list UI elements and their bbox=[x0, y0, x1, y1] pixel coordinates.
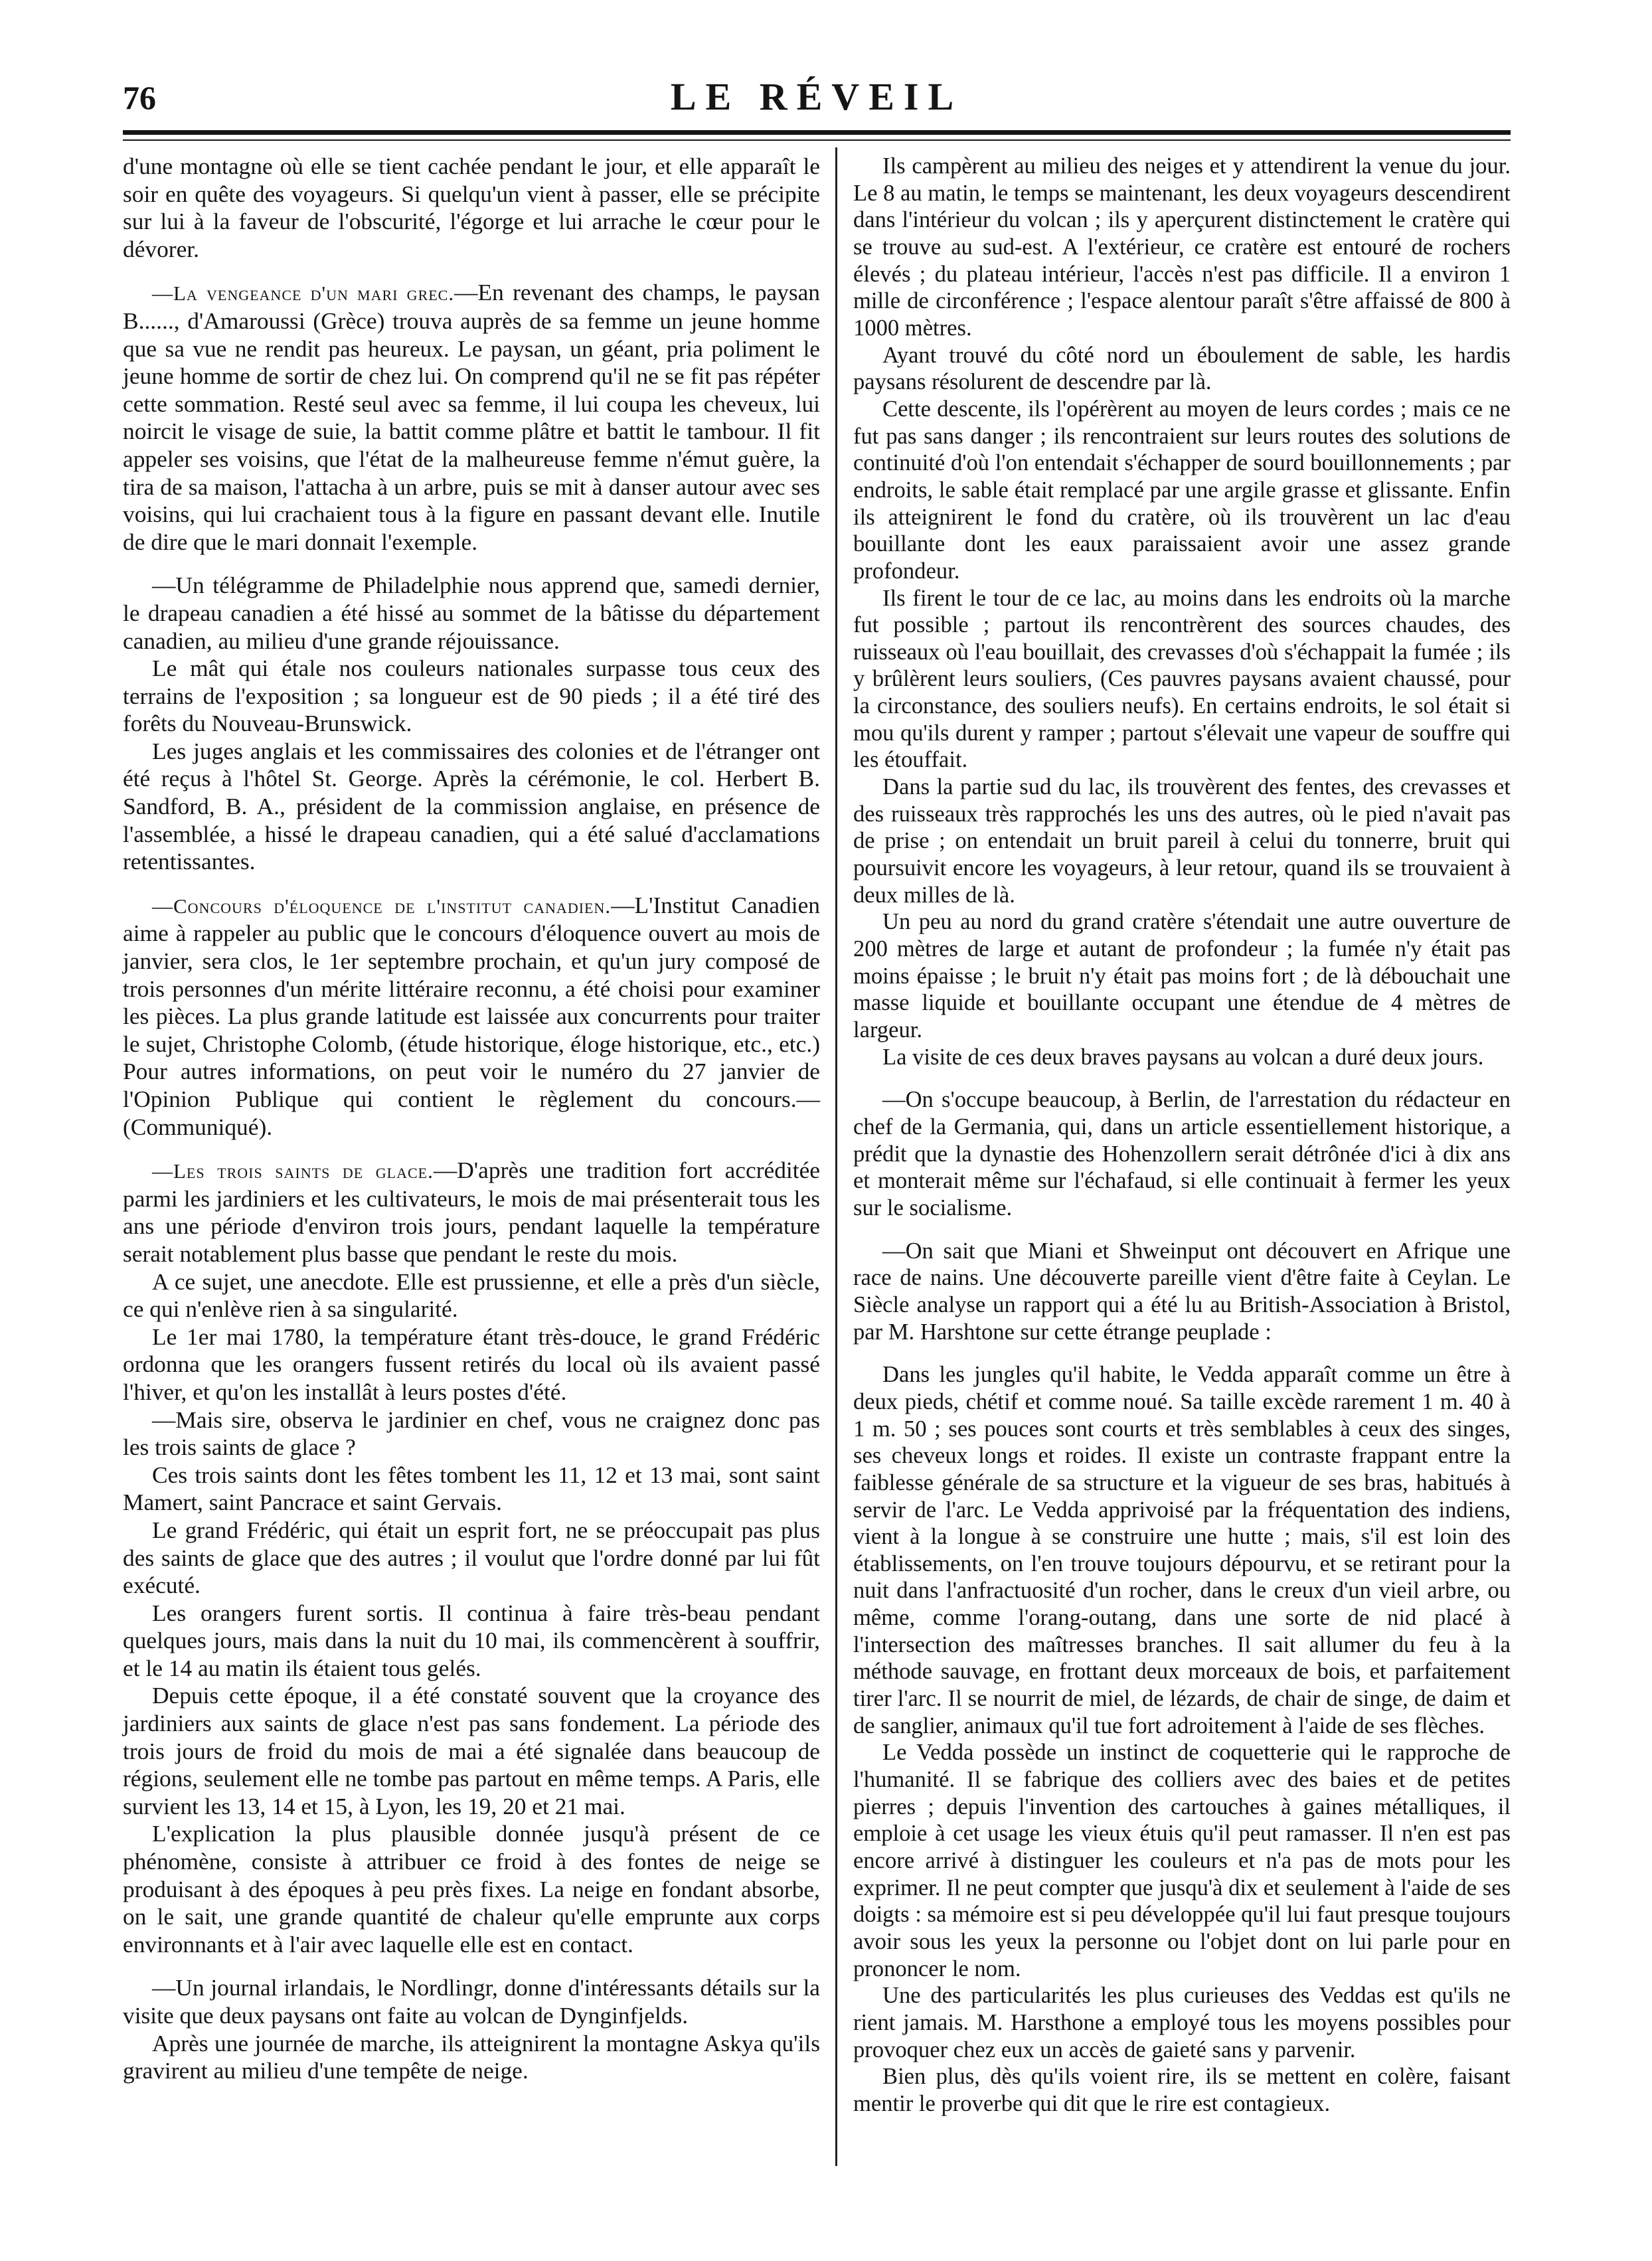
paragraph-text: —Un journal irlandais, le Nordlingr, donne d'intéressants détails sur la visite que deux paysans ont faite au volcan de Dynginfjelds. bbox=[123, 1974, 820, 2029]
article-paragraph bbox=[123, 1600, 820, 1683]
article-paragraph bbox=[853, 1361, 1511, 1739]
header-rule-thin bbox=[123, 139, 1511, 141]
article-paragraph bbox=[123, 1820, 820, 1958]
paragraph-text: Les juges anglais et les commissaires des colonies et de l'étranger ont été reçus à l'hôtel St. George. Après la cérémonie, le col. Herbert B. Sandford, B. A., président de la commission anglaise, en présence de l'assemblée, a hissé le drapeau canadien, qui a été salué d'acclamations retentissantes. bbox=[123, 737, 820, 875]
paragraph-text: —On sait que Miani et Shweinput ont découvert en Afrique une race de nains. Une découverte pareille vient d'être faite à Ceylan. Le Siècle analyse un rapport qui a été lu au British-Association à Bristol, par M. Harshtone sur cette étrange peuplade : bbox=[853, 1238, 1511, 1345]
article-paragraph bbox=[853, 1044, 1511, 1071]
article-paragraph bbox=[123, 2030, 820, 2085]
article-lead: —Les trois saints de glace. bbox=[152, 1159, 434, 1183]
paragraph-text: Les orangers furent sortis. Il continua à faire très-beau pendant quelques jours, mais dans la nuit du 10 mai, ils commencèrent à souffrir, et le 14 au matin ils étaient tous gelés. bbox=[123, 1599, 820, 1681]
article-paragraph bbox=[123, 738, 820, 876]
paragraph-text: Cette descente, ils l'opérèrent au moyen de leurs cordes ; mais ce ne fut pas sans danger ; ils rencontraient sur leurs routes des solutions de continuité d'où l'on entendait s'échapper de sourd bouillonnements ; par endroits, le sable était remplacé par une argile grasse et glissante. Enfin ils atteignirent le fond du cratère, où ils trouvèrent un lac d'eau bouillante dont les eaux paraissaient avoir une assez grande profondeur. bbox=[853, 396, 1511, 584]
article-paragraph bbox=[123, 1406, 820, 1462]
article-paragraph bbox=[123, 153, 820, 263]
article-paragraph bbox=[123, 1974, 820, 2029]
paragraph-text: Le mât qui étale nos couleurs nationales surpasse tous ceux des terrains de l'exposition ; sa longueur est de 90 pieds ; il a été tiré des forêts du Nouveau-Brunswick. bbox=[123, 655, 820, 737]
paragraph-text: Une des particularités les plus curieuses des Veddas est qu'ils ne rient jamais. M. Harsthone a employé tous les moyens possibles pour provoquer chez eux un accès de gaieté sans y parvenir. bbox=[853, 1983, 1511, 2062]
masthead: LE RÉVEIL bbox=[670, 75, 963, 118]
paragraph-text: —L'Institut Canadien aime à rappeler au public que le concours d'éloquence ouvert au mois de janvier, sera clos, le 1er septembre prochain, et qu'un jury composé de trois personnes d'un mérite littéraire reconnu, a été choisi pour examiner les pièces. La plus grande latitude est laissée aux concurrents pour traiter le sujet, Christophe Colomb, (étude historique, éloge historique, etc., etc.) Pour autres informations, on peut voir le numéro du 27 janvier de l'Opinion Publique qui contient le règlement du concours.—(Communiqué). bbox=[123, 891, 820, 1140]
paragraph-text: —Mais sire, observa le jardinier en chef, vous ne craignez donc pas les trois saints de glace ? bbox=[123, 1406, 820, 1461]
page-header bbox=[123, 74, 1511, 127]
paragraph-text: Ils firent le tour de ce lac, au moins dans les endroits où la marche fut possible ; partout ils rencontrèrent des sources chaudes, des ruisseaux où l'eau bouillait, des crevasses d'où s'échappait la fumée ; ils y brûlèrent leurs souliers, (Ces pauvres paysans avaient chaussé, pour la circonstance, des souliers neufs). En certains endroits, le sol était si mou qu'ils durent y ramper ; partout s'élevait une vapeur de souffre qui les étouffait. bbox=[853, 585, 1511, 773]
paragraph-text: —On s'occupe beaucoup, à Berlin, de l'arrestation du rédacteur en chef de la Germania, qui, dans un article essentiellement historique, a prédit que la dynastie des Hohenzollern serait détrônée d'ici à dix ans et monterait même sur l'échafaud, si elle continuait à fermer les yeux sur le socialisme. bbox=[853, 1087, 1511, 1220]
paragraph-text: —D'après une tradition fort accréditée parmi les jardiniers et les cultivateurs, le mois de mai présenterait tous les ans une période d'environ trois jours, pendant laquelle la température serait notablement plus basse que pendant le reste du mois. bbox=[123, 1157, 820, 1267]
paragraph-text: Un peu au nord du grand cratère s'étendait une autre ouverture de 200 mètres de large et autant de profondeur ; la fumée n'y était pas moins épaisse ; le bruit n'y était pas moins fort ; de là débouchait une masse liquide et bouillante occupant une étendue de 4 mètres de largeur. bbox=[853, 909, 1511, 1043]
paragraph-text: d'une montagne où elle se tient cachée pendant le jour, et elle apparaît le soir en quête des voyageurs. Si quelqu'un vient à passer, elle se précipite sur lui à la faveur de l'obscurité, l'égorge et lui arrache le cœur pour le dévorer. bbox=[123, 153, 820, 262]
paragraph-text: Le Vedda possède un instinct de coquetterie qui le rapproche de l'humanité. Il se fabrique des colliers avec des baies et de petites pierres ; depuis l'invention des cartouches à gaines métalliques, il emploie à cet usage les vieux étuis qu'il peut ramasser. Il n'en est pas encore arrivé à distinguer les couleurs et n'a pas de mots pour les exprimer. Il ne peut compter que jusqu'à dix et seulement à l'aide de ses doigts : sa mémoire est si peu développée qu'il lui faut presque toujours avoir sous les yeux la personne ou l'objet dont on lui parle pour en prononcer le nom. bbox=[853, 1740, 1511, 1981]
paragraph-text: L'explication la plus plausible donnée jusqu'à présent de ce phénomène, consiste à attribuer ce froid à des fontes de neige se produisant à des époques à peu près fixes. La neige en fondant absorbe, on le sait, une grande quantité de chaleur qu'elle emprunte aux corps environnants et à l'air avec laquelle elle est en contact. bbox=[123, 1820, 820, 1958]
right-column bbox=[853, 153, 1511, 2118]
article-paragraph bbox=[853, 908, 1511, 1043]
article-paragraph bbox=[853, 1086, 1511, 1221]
article-paragraph bbox=[853, 342, 1511, 396]
article-paragraph bbox=[123, 279, 820, 556]
article-lead: —La vengeance d'un mari grec. bbox=[152, 282, 455, 305]
article-paragraph bbox=[853, 153, 1511, 342]
article-paragraph bbox=[123, 1323, 820, 1406]
article-paragraph bbox=[123, 892, 820, 1141]
paragraph-text: Dans la partie sud du lac, ils trouvèrent des fentes, des crevasses et des ruisseaux très rapprochés les uns des autres, où le pied n'avait pas de prise ; on entendait un bruit pareil à celui du tonnerre, bruit qui poursuivit encore les voyageurs, à leur retour, quand ils se trouvaient à deux milles de là. bbox=[853, 774, 1511, 908]
paragraph-text: A ce sujet, une anecdote. Elle est prussienne, et elle a près d'un siècle, ce qui n'enlève rien à sa singularité. bbox=[123, 1268, 820, 1323]
paragraph-text: Après une journée de marche, ils atteignirent la montagne Askya qu'ils gravirent au milieu d'une tempête de neige. bbox=[123, 2029, 820, 2084]
article-paragraph bbox=[123, 572, 820, 655]
page-number: 76 bbox=[123, 79, 156, 116]
article-paragraph bbox=[853, 774, 1511, 908]
article-lead: —Concours d'éloquence de l'institut canadien. bbox=[152, 894, 612, 918]
left-column bbox=[123, 153, 820, 2085]
paragraph-text: Ayant trouvé du côté nord un éboulement de sable, les hardis paysans résolurent de descendre par là. bbox=[853, 342, 1511, 395]
article-paragraph bbox=[853, 2063, 1511, 2117]
column-separator bbox=[835, 147, 837, 2166]
paragraph-text: La visite de ces deux braves paysans au volcan a duré deux jours. bbox=[882, 1044, 1484, 1070]
paragraph-text: Bien plus, dès qu'ils voient rire, ils se mettent en colère, faisant mentir le proverbe qui dit que le rire est contagieux. bbox=[853, 2064, 1511, 2116]
header-rule-thick bbox=[123, 130, 1511, 135]
paragraph-text: —En revenant des champs, le paysan B......, d'Amaroussi (Grèce) trouva auprès de sa femme un jeune homme que sa vue ne rendit pas heureux. Le paysan, un géant, pria poliment le jeune homme de sortir de chez lui. On comprend qu'il ne se fit pas répéter cette sommation. Resté seul avec sa femme, il lui coupa les cheveux, lui noircit le visage de suie, la battit comme plâtre et battit le tambour. Il fit appeler ses voisins, que l'état de la malheureuse femme n'émut guère, la tira de sa maison, l'attacha à un arbre, puis se mit à danser autour avec ses voisins, qui lui crachaient tous à la figure en passant devant elle. Inutile de dire que le mari donnait l'exemple. bbox=[123, 279, 820, 555]
article-paragraph bbox=[853, 396, 1511, 585]
paragraph-text: Ces trois saints dont les fêtes tombent les 11, 12 et 13 mai, sont saint Mamert, saint Pancrace et saint Gervais. bbox=[123, 1461, 820, 1516]
article-paragraph bbox=[123, 1517, 820, 1600]
article-paragraph bbox=[853, 1982, 1511, 2063]
paragraph-text: Dans les jungles qu'il habite, le Vedda apparaît comme un être à deux pieds, chétif et comme noué. Sa taille excède rarement 1 m. 40 à 1 m. 50 ; ses pouces sont courts et très semblables à ceux des singes, ses cheveux longs et roides. Il existe un contraste frappant entre la faiblesse générale de sa structure et la vigueur de ses bras, habitués à servir de l'arc. Le Vedda apprivoisé par la fréquentation des indiens, vient à la longue à se construire une hutte ; mais, s'il est loin des établissements, on l'en trouve toujours dépourvu, et se retirant pour la nuit dans l'anfractuosité d'un rocher, dans le creux d'un vieil arbre, ou même, comme l'orang-outang, dans une sorte de nid placé à l'intersection des maîtresses branches. Il sait allumer du feu à la méthode sauvage, en frottant deux morceaux de bois, et parfaitement tirer l'arc. Il se nourrit de miel, de lézards, de chair de singe, de daim et de sanglier, animaux qu'il tue fort adroitement à l'aide de ses flèches. bbox=[853, 1362, 1511, 1738]
paragraph-text: —Un télégramme de Philadelphie nous apprend que, samedi dernier, le drapeau canadien a été hissé au sommet de la bâtisse du département canadien, au milieu d'une grande réjouissance. bbox=[123, 572, 820, 654]
article-paragraph bbox=[123, 1682, 820, 1820]
paragraph-text: Le grand Frédéric, qui était un esprit fort, ne se préoccupait pas plus des saints de glace que des autres ; il voulut que l'ordre donné par lui fût exécuté. bbox=[123, 1516, 820, 1599]
paragraph-text: Le 1er mai 1780, la température étant très-douce, le grand Frédéric ordonna que les orangers fussent retirés du local où ils avaient passé l'hiver, et qu'on les installât à leurs postes d'été. bbox=[123, 1323, 820, 1405]
article-paragraph bbox=[123, 1157, 820, 1268]
article-paragraph bbox=[853, 585, 1511, 774]
article-paragraph bbox=[123, 1268, 820, 1323]
article-paragraph bbox=[123, 1462, 820, 1517]
paragraph-text: Depuis cette époque, il a été constaté souvent que la croyance des jardiniers aux saints de glace n'est pas sans fondement. La période des trois jours de froid du mois de mai a été signalée dans beaucoup de régions, seulement elle ne tombe pas partout en même temps. A Paris, elle survient les 13, 14 et 15, à Lyon, les 19, 20 et 21 mai. bbox=[123, 1682, 820, 1819]
article-paragraph bbox=[853, 1238, 1511, 1346]
paragraph-text: Ils campèrent au milieu des neiges et y attendirent la venue du jour. Le 8 au matin, le temps se maintenant, les deux voyageurs descendirent dans l'intérieur du volcan ; ils y aperçurent distinctement le cratère qui se trouve au sud-est. A l'extérieur, ce cratère est entouré de rochers élevés ; du plateau intérieur, l'accès n'est pas difficile. Il a environ 1 mille de circonférence ; l'espace alentour paraît s'être affaissé de 800 à 1000 mètres. bbox=[853, 153, 1511, 341]
article-paragraph bbox=[123, 655, 820, 738]
article-paragraph bbox=[853, 1739, 1511, 1982]
